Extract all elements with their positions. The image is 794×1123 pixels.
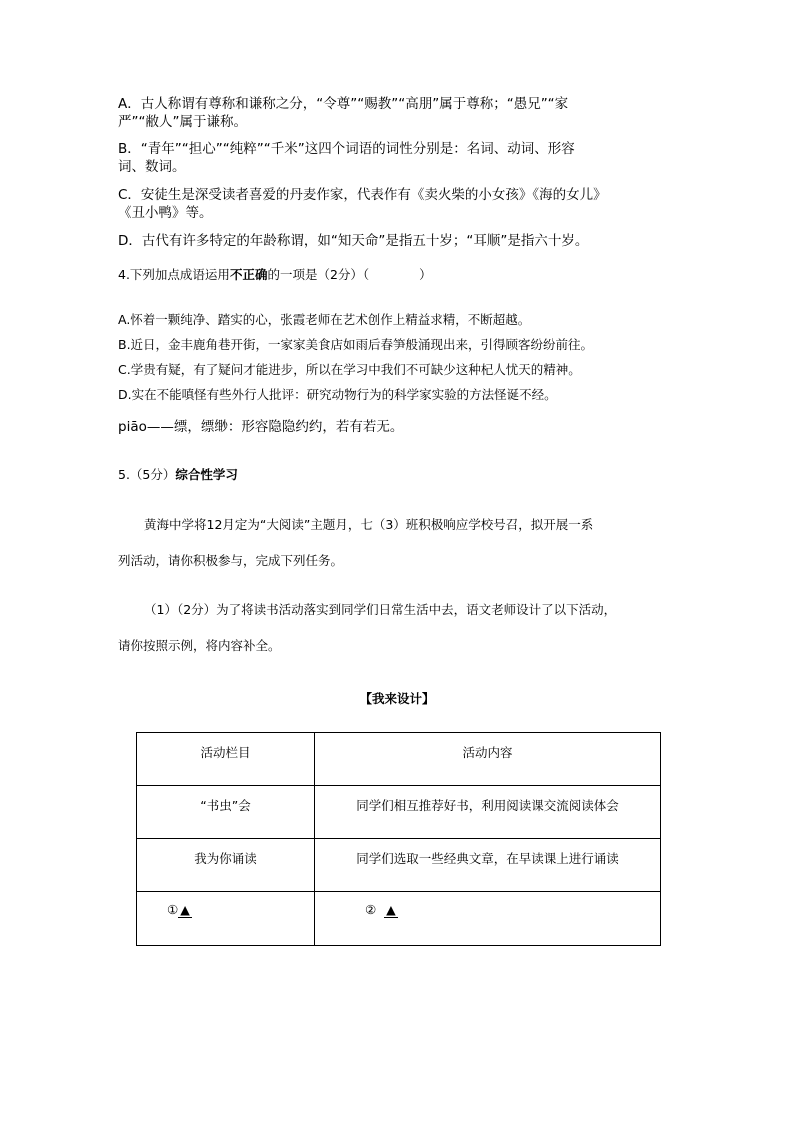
- activity-table: [136, 732, 661, 946]
- blank1-cell[interactable]: [137, 892, 315, 946]
- option-c-line1: C．安徒生是深受读者喜爱的丹麦作家，代表作有《卖火柴的小女孩》《海的女儿》: [118, 187, 607, 203]
- table-title: 【我来设计】: [359, 691, 435, 706]
- blank2-cell[interactable]: [315, 892, 661, 946]
- option-a-line1: A．古人称谓有尊称和谦称之分，“令尊”“赐教”“高朋”属于尊称；“愚兄”“家: [118, 96, 569, 112]
- option-b-line1: B．“青年”“担心”“纯粹”“千米”这四个词语的词性分别是：名词、动词、形容: [118, 141, 575, 157]
- option-a-line2: 严”“敝人”属于谦称。: [118, 114, 247, 130]
- q4-option-c: C.学贵有疑，有了疑问才能进步，所以在学习中我们不可缺少这种杞人忧天的精神。: [118, 362, 581, 377]
- q5-sub1-line1: （1）（2分）为了将读书活动落实到同学们日常生活中去，语文老师设计了以下活动，: [144, 602, 617, 617]
- q5-intro-line1: 黄海中学将12月定为“大阅读”主题月，七（3）班积极响应学校号召，拟开展一系: [144, 517, 594, 532]
- q5-intro-line2: 列活动，请你积极参与，完成下列任务。: [118, 553, 344, 568]
- blank1-number: ①: [167, 902, 179, 917]
- option-d: D．古代有许多特定的年龄称谓，如“知天命”是指五十岁；“耳顺”是指六十岁。: [118, 233, 589, 249]
- q4-option-b: B.近日，金丰鹿角巷开街，一家家美食店如雨后春笋般涌现出来，引得顾客纷纷前往。: [118, 337, 594, 352]
- q5-sub1-line2: 请你按照示例，将内容补全。: [118, 638, 281, 653]
- question5-heading: [118, 466, 238, 484]
- header-activity-column: 活动栏目: [137, 733, 315, 786]
- row1-content: 同学们相互推荐好书，利用阅读课交流阅读体会: [315, 786, 661, 839]
- question4-suffix: 的一项是（2分）（ ）: [267, 267, 432, 282]
- row2-column: 我为你诵读: [137, 839, 315, 892]
- row2-content: 同学们选取一些经典文章，在早读课上进行诵读: [315, 839, 661, 892]
- blank1-mark: ▲: [180, 902, 190, 917]
- q4-option-d: D.实在不能嗔怪有些外行人批评：研究动物行为的科学家实验的方法怪诞不经。: [118, 387, 557, 402]
- q4-option-a: A.怀着一颗纯净、踏实的心，张霞老师在艺术创作上精益求精，不断超越。: [118, 312, 531, 327]
- question4-emphasis: 不正确: [229, 267, 268, 282]
- row1-column: “书虫”会: [137, 786, 315, 839]
- table-row-blank: [137, 892, 661, 946]
- pinyin-note: piāo——缥，缥缈：形容隐隐约约，若有若无。: [118, 419, 404, 435]
- table-row: [137, 839, 661, 892]
- option-c-line2: 《丑小鸭》等。: [118, 205, 213, 221]
- header-activity-content: 活动内容: [315, 733, 661, 786]
- question5-prefix: 5.（5分）: [118, 467, 176, 482]
- question4-prefix: 4.下列加点成语运用: [118, 267, 230, 282]
- blank2-mark: ▲: [386, 902, 396, 917]
- question4-stem: [118, 266, 432, 284]
- question5-title: 综合性学习: [175, 467, 238, 482]
- table-header-row: [137, 733, 661, 786]
- blank2-number: ②: [365, 902, 377, 917]
- option-b-line2: 词、数词。: [118, 159, 186, 175]
- table-row: [137, 786, 661, 839]
